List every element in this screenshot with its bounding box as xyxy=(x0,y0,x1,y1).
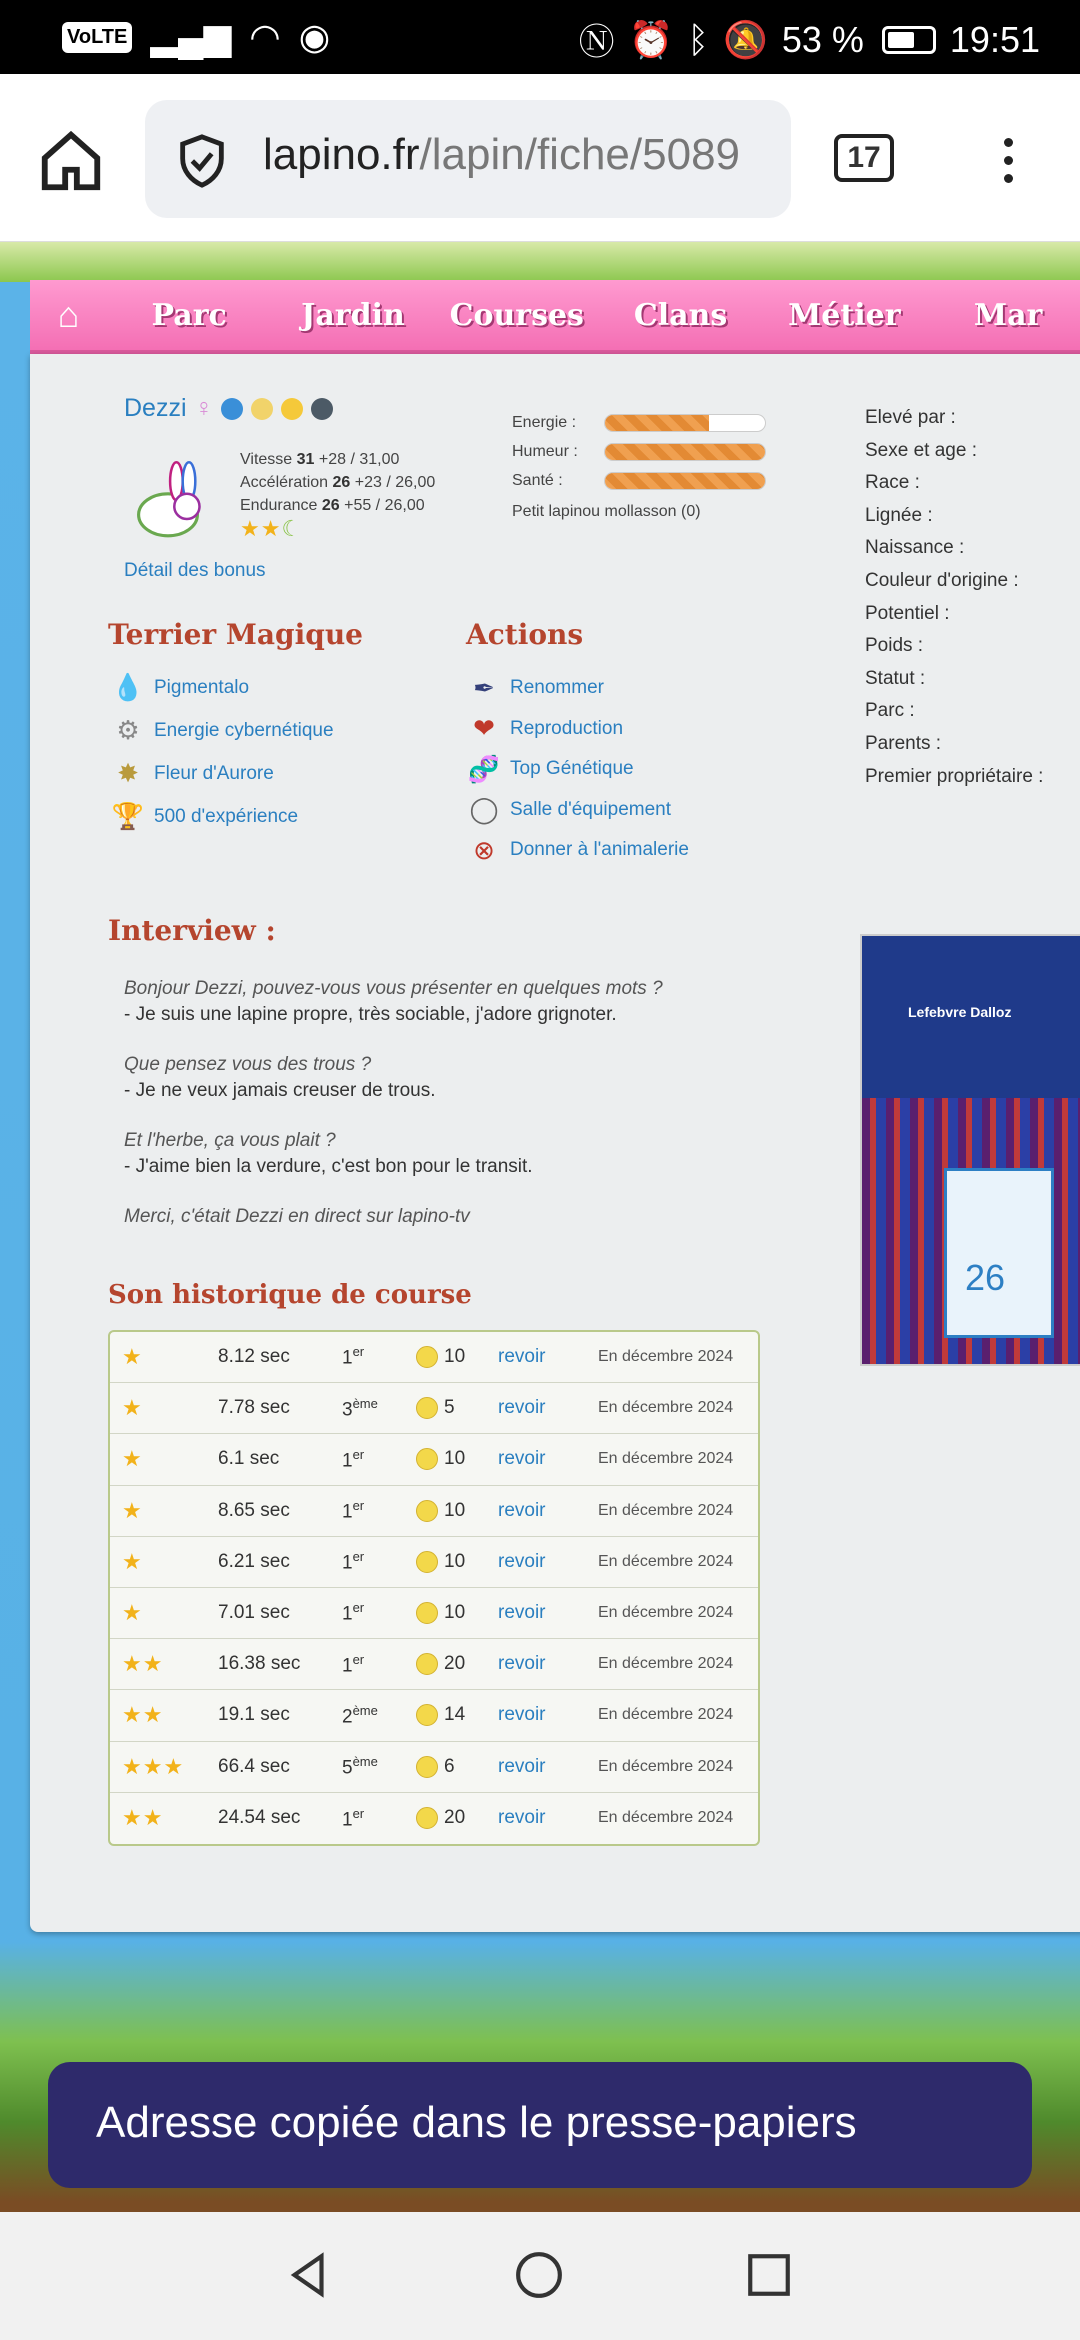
race-date: En décembre 2024 xyxy=(598,1639,758,1690)
stars-icon: ★ xyxy=(110,1434,218,1485)
shield-check-icon xyxy=(173,132,231,190)
stat-row: Accélération 26 +23 / 26,00 xyxy=(240,474,436,491)
race-date: En décembre 2024 xyxy=(598,1809,734,1827)
interview-answer: - Je ne veux jamais creuser de trous. xyxy=(124,1080,436,1101)
race-date: En décembre 2024 xyxy=(598,1332,758,1383)
race-rank: 1er xyxy=(342,1588,416,1639)
race-time: 6.1 sec xyxy=(218,1434,342,1485)
race-date: En décembre 2024 xyxy=(598,1383,758,1434)
table-row xyxy=(110,1793,758,1844)
more-menu-icon[interactable] xyxy=(996,132,1020,192)
replay-link[interactable]: revoir xyxy=(498,1434,598,1485)
terrier-title: Terrier Magique xyxy=(108,618,363,651)
replay-link[interactable]: revoir xyxy=(498,1742,598,1793)
replay-link[interactable]: revoir xyxy=(498,1807,546,1829)
dna-icon: 🧬 xyxy=(467,753,501,784)
table-row xyxy=(110,1639,758,1690)
home-icon[interactable] xyxy=(36,126,106,196)
address-bar[interactable] xyxy=(145,100,791,218)
url-text xyxy=(263,130,740,180)
stat-row: Vitesse 31 +28 / 31,00 xyxy=(240,451,400,468)
race-date: En décembre 2024 xyxy=(598,1434,758,1485)
race-coins: 10 xyxy=(416,1486,498,1537)
action-equipment-room[interactable]: ◯ Salle d'équipement xyxy=(466,790,689,831)
url-domain: lapino.fr xyxy=(263,130,420,179)
signal-icon: ▂▄▆ xyxy=(150,16,232,57)
coin-icon xyxy=(416,1653,438,1675)
actions-title: Actions xyxy=(466,618,584,651)
stars-icon: ★ xyxy=(110,1383,218,1434)
home-circle-icon[interactable] xyxy=(514,2250,564,2300)
info-potential: Potentiel : xyxy=(865,602,950,624)
interview-question: Et l'herbe, ça vous plait ? xyxy=(124,1130,336,1151)
coin-icon xyxy=(416,1448,438,1470)
replay-link[interactable]: revoir xyxy=(498,1690,598,1741)
stars-icon: ★★ xyxy=(122,1805,164,1831)
trophy-icon: 🏆 xyxy=(111,801,145,831)
battery-icon xyxy=(882,26,936,54)
replay-link[interactable]: revoir xyxy=(498,1639,598,1690)
coin-icon xyxy=(416,1551,438,1573)
toast-message: Adresse copiée dans le presse-papiers xyxy=(48,2062,1032,2188)
ad-logo: Lefebvre Dalloz xyxy=(908,1004,1012,1020)
stars-icon: ★ xyxy=(110,1537,218,1588)
rabbit-info xyxy=(865,402,1043,793)
action-reproduction[interactable]: ❤ Reproduction xyxy=(466,709,689,750)
race-coins: 20 xyxy=(416,1793,498,1844)
race-coins: 20 xyxy=(416,1639,498,1690)
mood-text: Petit lapinou mollasson (0) xyxy=(512,503,701,520)
table-row xyxy=(110,1537,758,1588)
stars-icon: ★★ xyxy=(110,1690,218,1741)
info-first-owner: Premier propriétaire : xyxy=(865,765,1044,787)
race-rank: 1er xyxy=(342,1639,416,1690)
heart-icon: ❤ xyxy=(473,713,495,744)
advertisement[interactable] xyxy=(860,934,1080,1366)
clock: 19:51 xyxy=(949,18,1040,60)
wifi-icon: ◠ xyxy=(249,16,281,57)
level-stars-icon: ★★☾ xyxy=(240,516,303,541)
coin-icon xyxy=(416,1704,438,1726)
alarm-icon: ⏰ xyxy=(628,18,674,60)
volte-icon: VoLTE xyxy=(62,22,132,53)
nav-item-metier[interactable]: Métier xyxy=(788,297,901,333)
collar-icon: ◯ xyxy=(469,794,499,825)
orb-icon xyxy=(311,398,333,420)
female-icon: ♀ xyxy=(194,394,214,422)
stars-icon: ★ xyxy=(110,1486,218,1537)
interview-question: Que pensez vous des trous ? xyxy=(124,1054,372,1075)
mood-bar xyxy=(604,443,766,461)
race-rank: 5ème xyxy=(342,1742,416,1793)
energy-bar xyxy=(604,414,766,432)
coin-icon xyxy=(416,1756,438,1778)
race-date: En décembre 2024 xyxy=(598,1742,758,1793)
stars-icon: ★ xyxy=(110,1332,218,1383)
race-coins: 10 xyxy=(416,1434,498,1485)
actions-list xyxy=(466,668,689,871)
race-coins: 6 xyxy=(416,1742,498,1793)
bluetooth-icon: ᛒ xyxy=(687,18,710,60)
recents-icon[interactable] xyxy=(744,2250,794,2300)
table-row xyxy=(110,1383,758,1434)
coin-icon xyxy=(416,1602,438,1624)
history-title: Son historique de course xyxy=(108,1280,472,1310)
flower-icon: ✸ xyxy=(117,758,139,788)
action-rename[interactable]: ✒ Renommer xyxy=(466,668,689,709)
table-row xyxy=(110,1434,758,1485)
bonus-detail-link[interactable]: Détail des bonus xyxy=(124,560,266,581)
race-time: 7.78 sec xyxy=(218,1383,342,1434)
header-decoration xyxy=(0,242,1080,282)
interview-answer: - J'aime bien la verdure, c'est bon pour le transit. xyxy=(124,1156,533,1177)
health-row: Santé : xyxy=(512,466,766,495)
info-weight: Poids : xyxy=(865,635,924,657)
replay-link[interactable]: revoir xyxy=(498,1383,598,1434)
stat-row: Endurance 26 +55 / 26,00 xyxy=(240,497,425,514)
table-row xyxy=(110,1588,758,1639)
interview-answer: - Je suis une lapine propre, très sociable, j'adore grignoter. xyxy=(124,1004,617,1025)
info-color: Couleur d'origine : xyxy=(865,569,1019,591)
info-sex-age: Sexe et age : xyxy=(865,439,977,461)
compass-icon xyxy=(251,398,273,420)
close-circle-icon: ⊗ xyxy=(473,834,495,865)
back-icon[interactable] xyxy=(284,2250,334,2300)
rabbit-stats xyxy=(240,448,435,540)
rabbit-header xyxy=(124,394,333,423)
coin-icon xyxy=(416,1807,438,1829)
info-lineage: Lignée : xyxy=(865,504,933,526)
interview-title: Interview : xyxy=(108,914,276,947)
race-date: En décembre 2024 xyxy=(598,1690,758,1741)
ad-book-number: 26 xyxy=(965,1257,1006,1298)
race-rank: 1er xyxy=(342,1332,416,1383)
race-time: 8.12 sec xyxy=(218,1332,342,1383)
coin-icon xyxy=(416,1500,438,1522)
info-breeder: Elevé par : xyxy=(865,407,956,428)
race-coins: 10 xyxy=(416,1588,498,1639)
terrier-item[interactable]: 🏆 500 d'expérience xyxy=(110,795,334,838)
energy-row: Energie : xyxy=(512,408,766,437)
nfc-icon: Ⓝ xyxy=(578,21,615,62)
race-coins: 14 xyxy=(416,1690,498,1741)
terrier-list xyxy=(110,666,334,838)
rabbit-avatar xyxy=(126,456,210,540)
table-row xyxy=(110,1742,758,1793)
stars-icon: ★★ xyxy=(110,1639,218,1690)
nav-home-icon[interactable]: ⌂ xyxy=(57,294,80,335)
info-race: Race : xyxy=(865,472,920,494)
rabbit-name[interactable]: Dezzi xyxy=(124,394,187,422)
race-rank: 2ème xyxy=(342,1690,416,1741)
coin-icon xyxy=(416,1346,438,1368)
mood-row: Humeur : xyxy=(512,437,766,466)
nav-item-clans[interactable]: Clans xyxy=(633,297,728,333)
url-path: /lapin/fiche/5089 xyxy=(419,130,741,179)
status-bar xyxy=(0,0,1080,74)
race-time: 19.1 sec xyxy=(218,1690,342,1741)
table-row xyxy=(110,1332,758,1383)
system-nav-bar xyxy=(0,2212,1080,2340)
interview-text xyxy=(124,976,764,1254)
terrier-item[interactable]: 💧 Pigmentalo xyxy=(110,666,334,709)
race-time: 66.4 sec xyxy=(218,1742,342,1793)
status-bars xyxy=(512,408,766,521)
race-rank: 1er xyxy=(342,1537,416,1588)
race-rank: 3ème xyxy=(342,1383,416,1434)
race-date: En décembre 2024 xyxy=(598,1588,758,1639)
info-park: Parc : xyxy=(865,700,915,722)
nav-item-jardin[interactable]: Jardin xyxy=(301,297,405,333)
health-bar xyxy=(604,472,766,490)
replay-link[interactable]: revoir xyxy=(498,1537,598,1588)
race-coins: 5 xyxy=(416,1383,498,1434)
race-time: 6.21 sec xyxy=(218,1537,342,1588)
nav-item-mar[interactable]: Mar xyxy=(973,297,1043,333)
drop-icon: 💧 xyxy=(111,672,145,702)
terrier-item[interactable]: ✸ Fleur d'Aurore xyxy=(110,752,334,795)
stars-icon: ★★★ xyxy=(110,1742,218,1793)
drop-icon xyxy=(221,398,243,420)
stars-icon: ★ xyxy=(110,1588,218,1639)
cyber-icon: ⚙ xyxy=(116,715,140,745)
terrier-item[interactable]: ⚙ Energie cybernétique xyxy=(110,709,334,752)
eye-icon: ◉ xyxy=(298,16,331,57)
race-history-table xyxy=(108,1330,760,1846)
replay-link[interactable]: revoir xyxy=(498,1588,598,1639)
tab-switcher-button[interactable]: 17 xyxy=(834,134,894,182)
coin-icon xyxy=(416,1397,438,1419)
interview-question: Bonjour Dezzi, pouvez-vous vous présenter en quelques mots ? xyxy=(124,978,663,999)
race-time: 24.54 sec xyxy=(218,1807,301,1829)
nav-item-courses[interactable]: Courses xyxy=(449,297,584,333)
table-row xyxy=(110,1690,758,1741)
action-top-genetics[interactable]: 🧬 Top Génétique xyxy=(466,749,689,790)
race-time: 8.65 sec xyxy=(218,1486,342,1537)
replay-link[interactable]: revoir xyxy=(498,1486,598,1537)
ad-book xyxy=(944,1168,1054,1338)
race-coins: 10 xyxy=(416,1332,498,1383)
race-coins: 10 xyxy=(416,1537,498,1588)
rabbit-sheet xyxy=(30,354,1080,1932)
info-status: Statut : xyxy=(865,667,926,689)
action-give-petshop[interactable]: ⊗ Donner à l'animalerie xyxy=(466,830,689,871)
race-rank: 1er xyxy=(342,1434,416,1485)
table-row xyxy=(110,1486,758,1537)
race-date: En décembre 2024 xyxy=(598,1486,758,1537)
replay-link[interactable]: revoir xyxy=(498,1332,598,1383)
browser-toolbar xyxy=(0,74,1080,242)
race-time: 16.38 sec xyxy=(218,1639,342,1690)
flower-icon xyxy=(281,398,303,420)
race-rank: 1er xyxy=(342,1486,416,1537)
mute-icon: 🔕 xyxy=(723,18,768,60)
pen-icon: ✒ xyxy=(473,672,495,703)
interview-end: Merci, c'était Dezzi en direct sur lapino-tv xyxy=(124,1206,470,1227)
web-page xyxy=(0,242,1080,2212)
site-nav xyxy=(30,280,1080,354)
race-time: 7.01 sec xyxy=(218,1588,342,1639)
info-parents: Parents : xyxy=(865,732,942,754)
race-rank: 1er xyxy=(342,1805,365,1830)
race-date: En décembre 2024 xyxy=(598,1537,758,1588)
nav-item-parc[interactable]: Parc xyxy=(151,297,227,333)
battery-percent: 53 % xyxy=(781,18,864,60)
info-birth: Naissance : xyxy=(865,537,965,559)
